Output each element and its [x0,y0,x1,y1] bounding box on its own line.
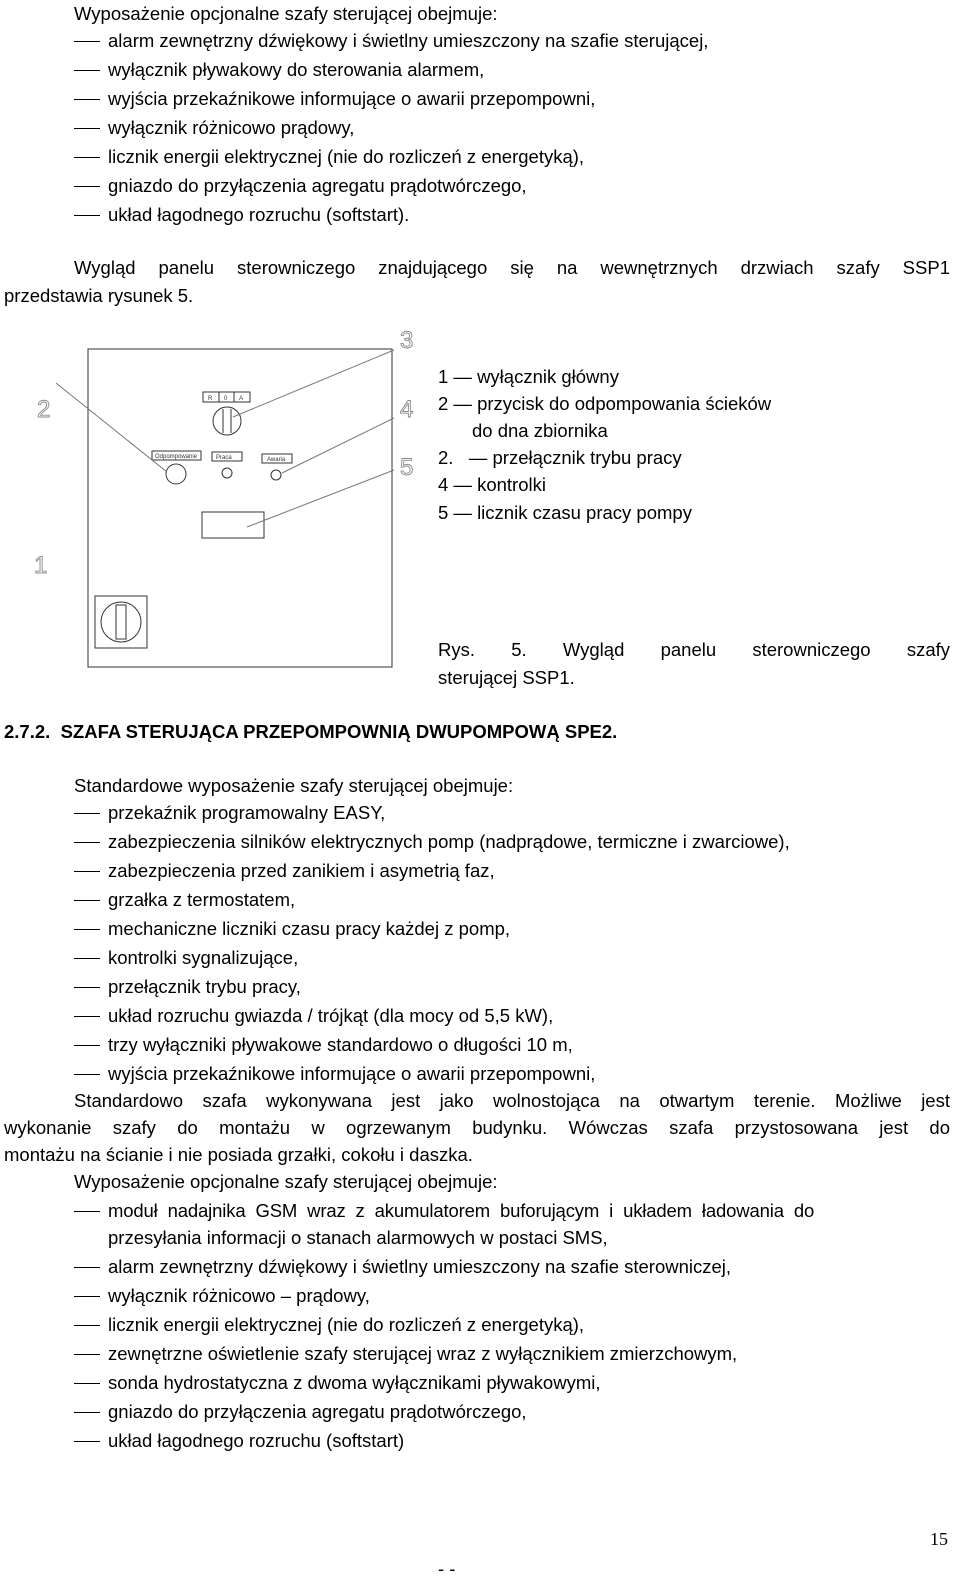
list-item: grzałka z termostatem, [108,889,296,910]
caption-word: panelu [660,639,717,660]
dash-marker [74,128,100,129]
dash-marker [74,41,100,42]
switch-label-a: A [239,396,244,402]
legend-item: do dna zbiornika [472,420,608,441]
list-item: wyłącznik różnicowo prądowy, [108,117,355,138]
callout-5: 5 [400,454,414,481]
dash-marker [74,987,100,988]
dash-marker [74,842,100,843]
list-item: wyłącznik pływakowy do sterowania alarmem, [108,59,485,80]
control-panel-figure [0,320,430,690]
dash-marker [74,186,100,187]
list-item: alarm zewnętrzny dźwiękowy i świetlny umieszczony na szafie sterowniczej, [108,1256,732,1277]
legend-item: 2 — przycisk do odpompowania ścieków [438,393,772,414]
list-item: zabezpieczenia przed zanikiem i asymetrią faz, [108,860,495,881]
list-item: sonda hydrostatyczna z dwoma wyłącznikami pływakowymi, [108,1372,601,1393]
dash-marker [74,900,100,901]
dash-marker [74,929,100,930]
list-item: trzy wyłączniki pływakowe standardowo o długości 10 m, [108,1034,573,1055]
legend-item: 2. — przełącznik trybu pracy [438,447,682,468]
list-item: zewnętrzne oświetlenie szafy sterującej wraz z wyłącznikiem zmierzchowym, [108,1343,738,1364]
callout-2: 2 [37,396,51,423]
dash-marker [74,958,100,959]
legend-item: 5 — licznik czasu pracy pompy [438,502,692,523]
dash-marker [74,1412,100,1413]
dash-marker [74,99,100,100]
paragraph-line: przedstawia rysunek 5. [4,285,194,306]
list-item: zabezpieczenia silników elektrycznych pomp (nadprądowe, termiczne i zwarciowe), [108,831,790,852]
list-item: wyjścia przekaźnikowe informujące o awarii przepompowni, [108,88,596,109]
caption-word: szafy [906,639,950,660]
dash-marker [74,1016,100,1017]
figure-caption-line1 [438,639,950,661]
switch-label-0: 0 [224,396,228,402]
figure-caption-line2: sterującej SSP1. [438,667,575,688]
list-item: układ rozruchu gwiazda / trójkąt (dla mocy od 5,5 kW), [108,1005,554,1026]
fault-lamp [271,470,281,480]
legend-item: 4 — kontrolki [438,474,546,495]
list-item: licznik energii elektrycznej (nie do rozliczeń z energetyką), [108,1314,585,1335]
section-heading: Wyposażenie opcjonalne szafy sterującej obejmuje: [74,1171,498,1192]
list-item: przełącznik trybu pracy, [108,976,301,997]
button-label-awaria: Awaria [267,457,286,463]
dash-marker [74,1074,100,1075]
list-item: kontrolki sygnalizujące, [108,947,299,968]
list-item: gniazdo do przyłączenia agregatu prądotwórczego, [108,175,527,196]
page-number: 15 [930,1529,948,1549]
hour-counter [202,512,264,538]
switch-label-r: R [208,396,213,402]
paragraph-line: Standardowo szafa wykonywana jest jako wolnostojąca na otwartym terenie. Możliwe jest [74,1090,950,1111]
section-heading: Standardowe wyposażenie szafy sterującej obejmuje: [74,775,514,796]
dash-marker [74,157,100,158]
caption-word: Wygląd [562,639,625,660]
footer-dashes: - - [438,1558,456,1579]
mode-switch-knob [213,407,241,435]
section-title: 2.7.2. SZAFA STERUJĄCA PRZEPOMPOWNIĄ DWUPOMPOWĄ SPE2. [4,721,618,742]
caption-word: 5. [511,639,527,660]
main-switch-knob [101,602,141,642]
work-lamp [222,468,232,478]
caption-word: sterowniczego [752,639,871,660]
section-heading: Wyposażenie opcjonalne szafy sterującej obejmuje: [74,3,498,24]
list-item: układ łagodnego rozruchu (softstart) [108,1430,405,1451]
dash-marker [74,1296,100,1297]
dash-marker [74,215,100,216]
caption-word: Rys. [438,639,475,660]
button-label-odpompowanie: Odpompowanie [155,454,198,460]
button-label-praca: Praca [216,455,232,461]
list-item: moduł nadajnika GSM wraz z akumulatorem buforującym i układem ładowania do [108,1200,815,1221]
dash-marker [74,70,100,71]
list-item: układ łagodnego rozruchu (softstart). [108,204,410,225]
dash-marker [74,1045,100,1046]
dash-marker [74,1325,100,1326]
list-item: wyjścia przekaźnikowe informujące o awarii przepompowni, [108,1063,596,1084]
dash-marker [74,1354,100,1355]
paragraph-line: montażu na ścianie i nie posiada grzałki, cokołu i daszka. [4,1144,473,1165]
list-item: przekaźnik programowalny EASY, [108,802,386,823]
list-item: licznik energii elektrycznej (nie do rozliczeń z energetyką), [108,146,585,167]
main-switch-plate [95,596,147,648]
list-item: alarm zewnętrzny dźwiękowy i świetlny umieszczony na szafie sterującej, [108,30,709,51]
list-item-continuation: przesyłania informacji o stanach alarmowych w postaci SMS, [108,1227,608,1248]
paragraph-line: Wygląd panelu sterowniczego znajdującego się na wewnętrznych drzwiach szafy SSP1 [74,257,950,278]
list-item: mechaniczne liczniki czasu pracy każdej z pomp, [108,918,511,939]
dash-marker [74,1383,100,1384]
callout-4: 4 [400,396,414,423]
paragraph-line: wykonanie szafy do montażu w ogrzewanym budynku. Wówczas szafa przystosowana jest do [4,1117,950,1138]
dash-marker [74,871,100,872]
pump-out-button [166,464,186,484]
dash-marker [74,1267,100,1268]
dash-marker [74,1211,100,1212]
legend-item: 1 — wyłącznik główny [438,366,619,387]
callout-3: 3 [400,327,414,354]
dash-marker [74,813,100,814]
callout-1: 1 [34,552,48,579]
dash-marker [74,1441,100,1442]
list-item: gniazdo do przyłączenia agregatu prądotwórczego, [108,1401,527,1422]
list-item: wyłącznik różnicowo – prądowy, [108,1285,370,1306]
